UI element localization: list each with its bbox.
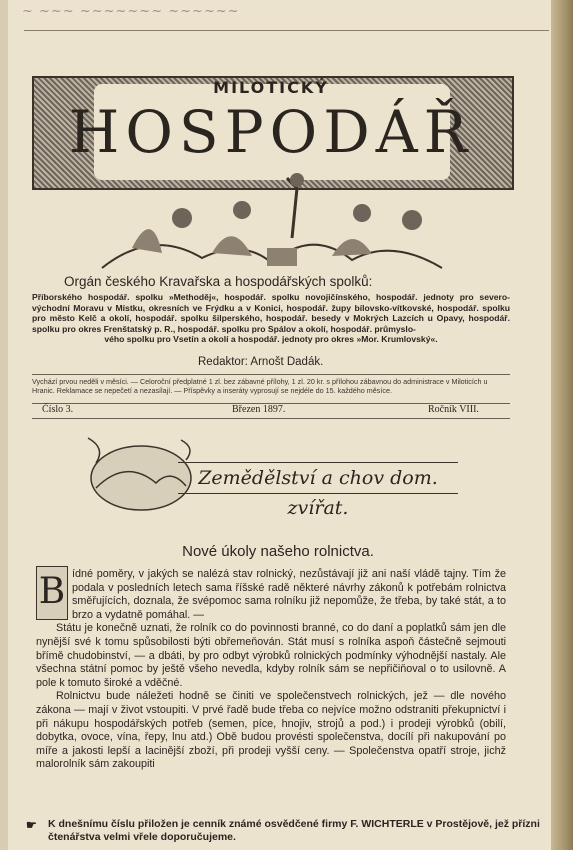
- book-spine: [551, 0, 573, 850]
- cherub-vignette-illustration: [92, 168, 452, 278]
- issue-line: [32, 404, 510, 419]
- article-paragraph: ídné poměry, v jakých se nalézá stav rolnický, nezůstávají již ani naší vládě tajny. Tím že podala v posledních letech sama říšské radě některé návrhy zákonů k potřebám rolnictva směřujících, doznala, že svépomoc sama rolníku již nepomůže, že třeba, by také stát, a to brzo a vydatně pomáhal. —: [72, 568, 506, 621]
- subscription-notice: Vychází prvou neděli v měsíci. — Celoroční předplatné 1 zl. bez zábavné přílohy, 1 zl. 20 kr. s přílohou zábavnou do administrace v Miloticích u Hranic. Reklamace se nepečetí a nezasílají. — Příspěvky a inseráty vyprosují se nejdéle do 15. každého měsíce.: [32, 374, 510, 404]
- member-societies-text: Příborského hospodář. spolku »Methoděj«, hospodář. spolku novojičínského, hospodář. jednoty pro severo-východní Moravu v Místku, okresních ve Frýdku a v Konici, hospodář. župy bílovsko-vítkovské, hospodář. spolku pro město Kelč a okolí, hospodář. spolku šilperského, hospodář. besedy v Mokrých Lazcích u Opavy, hospodář. spolku pro okres Frenštatský p. R., hospodář. spolku pro Spálov a okolí, hospodář. průmyslo-: [32, 292, 510, 334]
- issue-date: Březen 1897.: [232, 404, 286, 415]
- newspaper-page: [8, 0, 551, 850]
- handwritten-scrawl: ~ ~~~ ~~~~~~~ ~~~~~~: [22, 4, 240, 19]
- editor-line: Redaktor: Arnošt Dadák.: [198, 356, 324, 368]
- section-title: Zemědělství a chov dom. zvířat.: [178, 462, 458, 494]
- masthead-title: HOSPODÁŘ: [68, 98, 474, 166]
- article-paragraph: Státu je konečně uznati, že rolník co do povinnosti branné, co do daní a poplatků sám jen dle nynější své k tomu spůsobilosti býti obřemeňován. Stát musí s rolníka aspoň částečně sejmouti břímě chudobinství, — a dbáti, by pro odbyt výrobků rolnických podmínky výhodnější nastaly. Ale všechna státní pomoc by ještě všeho nevedla, kdyby rolník sám se nepřičiňoval o to usilovně. A pole k tomuto široké a vděčné.: [36, 622, 506, 689]
- issue-number: Číslo 3.: [42, 404, 74, 415]
- article-paragraph: Rolnictvu bude náležeti hodně se činiti ve společenstvech rolnických, jež — dle nového zákona — mají v život vstoupiti. V prvé řadě bude třeba co nejvíce možno odstraniti překupnictví i při nákupu hospodářských potřeb (semen, píce, hnojiv, strojů a pod.) i prodeji výrobků (obilí, dobytka, ovoce, vína, řepy, lnu atd.) Obě budou provésti společenstva, docílí při nakupování po míře a jakosti lepší a lacinější zboží, při prodeji vyšší ceny. — Společenstva opatří stroje, jichž malorolník sám zakoupiti: [36, 690, 506, 771]
- masthead-subtitle: MILOTICKÝ: [213, 78, 329, 97]
- article-title: Nové úkoly našeho rolnictva.: [182, 543, 374, 560]
- page-left-edge: [0, 0, 8, 850]
- top-rule: [24, 30, 549, 31]
- pointing-hand-icon: ☛: [26, 818, 37, 832]
- issue-volume: Ročník VIII.: [428, 404, 479, 415]
- member-societies: [32, 292, 510, 345]
- article-body: [36, 568, 506, 772]
- footer-notice: [26, 818, 546, 848]
- footer-text: K dnešnímu číslu přiložen je cenník známé osvědčené firmy F. WICHTERLE v Prostějově, jež přízni čtenářstva velmi vřele doporučujeme.: [48, 818, 540, 843]
- drop-cap-letter: B: [38, 571, 66, 612]
- organ-line: Orgán českého Kravařska a hospodářských spolků:: [64, 274, 373, 289]
- member-societies-last-line: vého spolku pro Vsetín a okolí a hospodář. jednoty pro okres »Mor. Krumlovský«.: [104, 334, 438, 344]
- masthead: [32, 38, 510, 268]
